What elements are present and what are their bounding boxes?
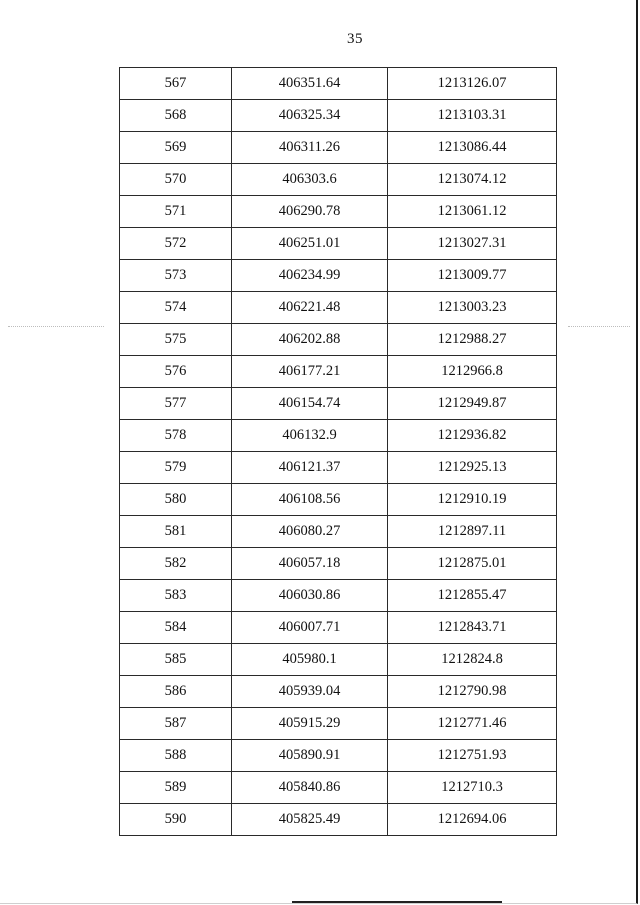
point-number-cell: 567 [120, 68, 232, 100]
y-coordinate-cell: 1213027.31 [388, 228, 557, 260]
table-row [120, 644, 557, 676]
point-number-cell: 587 [120, 708, 232, 740]
table-row [120, 164, 557, 196]
x-coordinate-cell: 406251.01 [232, 228, 388, 260]
x-coordinate-cell: 405825.49 [232, 804, 388, 836]
table-row [120, 804, 557, 836]
scan-artifact-right [568, 326, 630, 328]
table-row [120, 260, 557, 292]
x-coordinate-cell: 405890.91 [232, 740, 388, 772]
y-coordinate-cell: 1213074.12 [388, 164, 557, 196]
x-coordinate-cell: 406351.64 [232, 68, 388, 100]
y-coordinate-cell: 1213009.77 [388, 260, 557, 292]
table-row [120, 708, 557, 740]
x-coordinate-cell: 405840.86 [232, 772, 388, 804]
y-coordinate-cell: 1213126.07 [388, 68, 557, 100]
x-coordinate-cell: 406108.56 [232, 484, 388, 516]
point-number-cell: 578 [120, 420, 232, 452]
y-coordinate-cell: 1212710.3 [388, 772, 557, 804]
table-row [120, 68, 557, 100]
table-row [120, 676, 557, 708]
x-coordinate-cell: 406234.99 [232, 260, 388, 292]
x-coordinate-cell: 406121.37 [232, 452, 388, 484]
point-number-cell: 576 [120, 356, 232, 388]
x-coordinate-cell: 406007.71 [232, 612, 388, 644]
table-row [120, 100, 557, 132]
table-row [120, 740, 557, 772]
point-number-cell: 572 [120, 228, 232, 260]
table-row [120, 356, 557, 388]
y-coordinate-cell: 1212875.01 [388, 548, 557, 580]
x-coordinate-cell: 406290.78 [232, 196, 388, 228]
y-coordinate-cell: 1212897.11 [388, 516, 557, 548]
point-number-cell: 568 [120, 100, 232, 132]
x-coordinate-cell: 406303.6 [232, 164, 388, 196]
x-coordinate-cell: 405915.29 [232, 708, 388, 740]
point-number-cell: 569 [120, 132, 232, 164]
x-coordinate-cell: 406177.21 [232, 356, 388, 388]
y-coordinate-cell: 1212771.46 [388, 708, 557, 740]
point-number-cell: 582 [120, 548, 232, 580]
point-number-cell: 590 [120, 804, 232, 836]
y-coordinate-cell: 1212988.27 [388, 324, 557, 356]
point-number-cell: 570 [120, 164, 232, 196]
point-number-cell: 575 [120, 324, 232, 356]
y-coordinate-cell: 1212790.98 [388, 676, 557, 708]
table-row [120, 420, 557, 452]
y-coordinate-cell: 1212824.8 [388, 644, 557, 676]
scan-edge-line [292, 901, 502, 903]
y-coordinate-cell: 1213003.23 [388, 292, 557, 324]
y-coordinate-cell: 1213103.31 [388, 100, 557, 132]
x-coordinate-cell: 405980.1 [232, 644, 388, 676]
table-row [120, 548, 557, 580]
y-coordinate-cell: 1212751.93 [388, 740, 557, 772]
coordinates-table-body [120, 68, 557, 836]
point-number-cell: 581 [120, 516, 232, 548]
coordinates-table [119, 67, 557, 836]
y-coordinate-cell: 1213061.12 [388, 196, 557, 228]
y-coordinate-cell: 1212966.8 [388, 356, 557, 388]
point-number-cell: 588 [120, 740, 232, 772]
point-number-cell: 577 [120, 388, 232, 420]
y-coordinate-cell: 1212855.47 [388, 580, 557, 612]
y-coordinate-cell: 1212910.19 [388, 484, 557, 516]
x-coordinate-cell: 406030.86 [232, 580, 388, 612]
point-number-cell: 584 [120, 612, 232, 644]
point-number-cell: 573 [120, 260, 232, 292]
y-coordinate-cell: 1213086.44 [388, 132, 557, 164]
y-coordinate-cell: 1212936.82 [388, 420, 557, 452]
point-number-cell: 579 [120, 452, 232, 484]
x-coordinate-cell: 406154.74 [232, 388, 388, 420]
table-row [120, 196, 557, 228]
y-coordinate-cell: 1212694.06 [388, 804, 557, 836]
x-coordinate-cell: 406325.34 [232, 100, 388, 132]
x-coordinate-cell: 406221.48 [232, 292, 388, 324]
table-row [120, 388, 557, 420]
x-coordinate-cell: 406132.9 [232, 420, 388, 452]
table-row [120, 228, 557, 260]
page-number: 35 [347, 31, 363, 47]
table-row [120, 292, 557, 324]
table-row [120, 452, 557, 484]
table-row [120, 772, 557, 804]
x-coordinate-cell: 406202.88 [232, 324, 388, 356]
table-row [120, 132, 557, 164]
point-number-cell: 580 [120, 484, 232, 516]
scan-artifact-left [8, 326, 104, 328]
x-coordinate-cell: 405939.04 [232, 676, 388, 708]
x-coordinate-cell: 406057.18 [232, 548, 388, 580]
y-coordinate-cell: 1212843.71 [388, 612, 557, 644]
table-row [120, 580, 557, 612]
table-row [120, 516, 557, 548]
point-number-cell: 585 [120, 644, 232, 676]
point-number-cell: 571 [120, 196, 232, 228]
point-number-cell: 574 [120, 292, 232, 324]
table-row [120, 324, 557, 356]
y-coordinate-cell: 1212925.13 [388, 452, 557, 484]
y-coordinate-cell: 1212949.87 [388, 388, 557, 420]
point-number-cell: 589 [120, 772, 232, 804]
table-row [120, 612, 557, 644]
table-row [120, 484, 557, 516]
point-number-cell: 583 [120, 580, 232, 612]
point-number-cell: 586 [120, 676, 232, 708]
x-coordinate-cell: 406080.27 [232, 516, 388, 548]
x-coordinate-cell: 406311.26 [232, 132, 388, 164]
